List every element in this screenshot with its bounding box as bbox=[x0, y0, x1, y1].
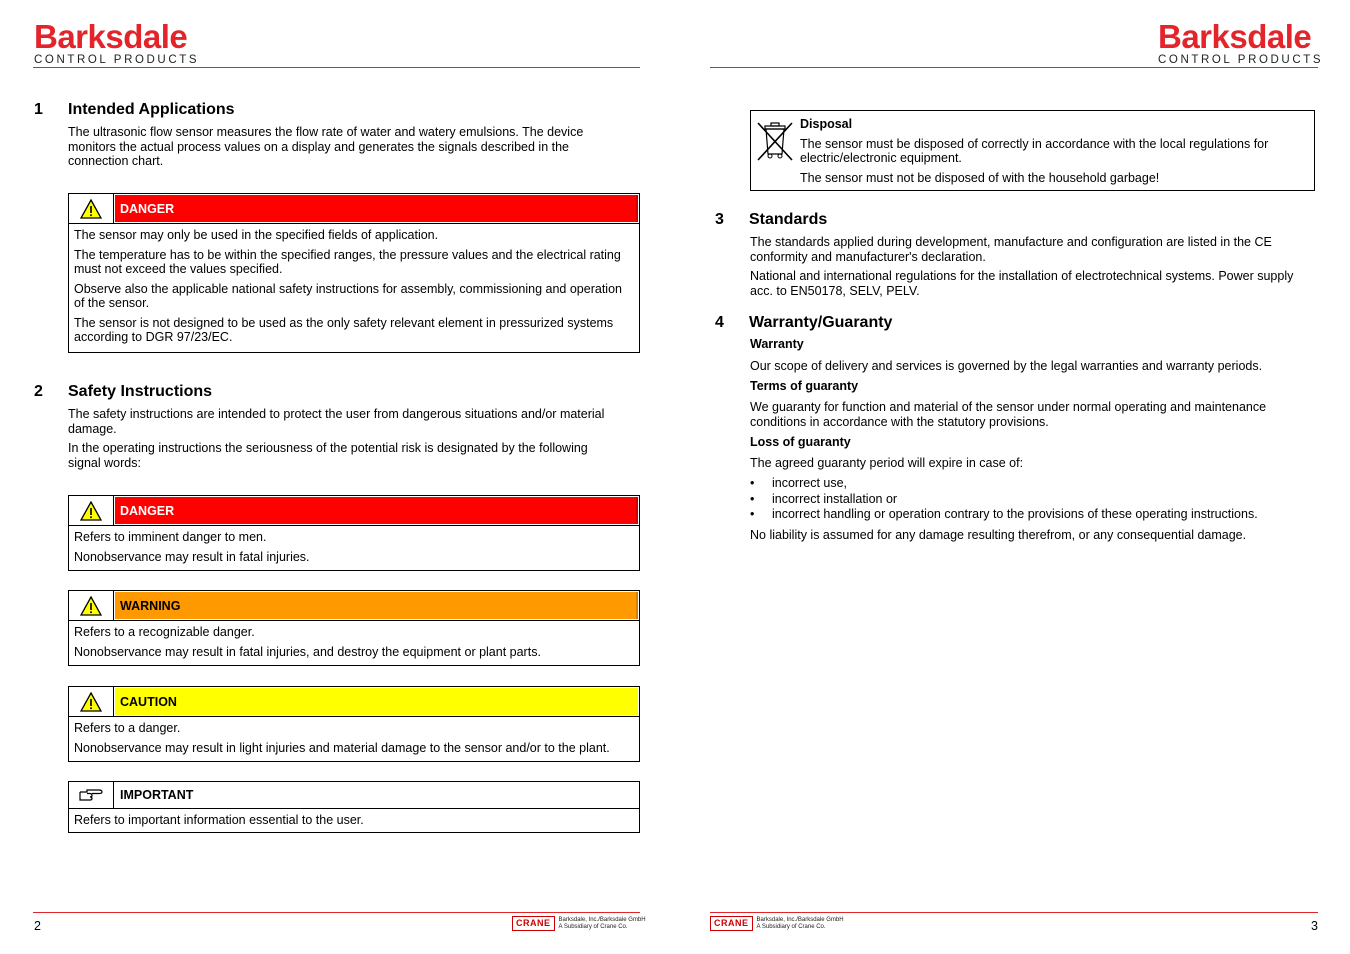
page-number: 2 bbox=[34, 919, 41, 933]
disposal-title: Disposal bbox=[800, 117, 853, 131]
notice-line: Nonobservance may result in light injuries and material damage to the sensor and/or to the plant. bbox=[74, 740, 610, 755]
section-3-text-1: The standards applied during development, manufacture and configuration are listed in the CE conformity and manufacturer's declaration. bbox=[750, 235, 1272, 264]
warning-triangle-icon bbox=[69, 687, 114, 716]
notice-line: Refers to a danger. bbox=[74, 721, 181, 735]
section-1-text: The ultrasonic flow sensor measures the flow rate of water and watery emulsions. The device monitors the actual process values on a display and generates the signals described in the connection chart. bbox=[68, 125, 584, 168]
important-definition-box bbox=[68, 781, 640, 833]
company-info bbox=[559, 917, 646, 931]
notice-line: Nonobservance may result in fatal injuries. bbox=[74, 549, 310, 564]
company-line: A Subsidiary of Crane Co. bbox=[756, 923, 826, 930]
section-2-text-1: The safety instructions are intended to protect the user from dangerous situations and/or material damage. bbox=[68, 407, 605, 436]
warning-triangle-icon bbox=[69, 496, 114, 525]
notice-line: The temperature has to be within the specified ranges, the pressure values and the electrical rating must not exceed the values specified. bbox=[74, 247, 621, 276]
page-number: 3 bbox=[1311, 919, 1318, 933]
section-number: 4 bbox=[715, 314, 724, 331]
disposal-notice-box bbox=[750, 110, 1315, 191]
pointing-hand-icon bbox=[69, 782, 114, 808]
notice-body bbox=[69, 224, 639, 349]
notice-header bbox=[69, 687, 639, 717]
caution-label: CAUTION bbox=[115, 688, 638, 715]
danger-notice-box bbox=[68, 193, 640, 353]
section-title: Warranty/Guaranty bbox=[749, 314, 893, 331]
footer-divider bbox=[710, 912, 1318, 913]
barksdale-logo bbox=[1158, 20, 1323, 66]
loss-text: The agreed guaranty period will expire in case of: bbox=[750, 456, 1024, 470]
disposal-line: The sensor must not be disposed of with the household garbage! bbox=[800, 170, 1160, 185]
danger-label: DANGER bbox=[115, 195, 638, 222]
notice-body bbox=[69, 809, 639, 832]
section-title: Standards bbox=[749, 211, 828, 228]
notice-body bbox=[69, 526, 639, 568]
notice-header bbox=[69, 194, 639, 224]
liability-text: No liability is assumed for any damage resulting therefrom, or any consequential damage. bbox=[750, 528, 1247, 542]
company-info bbox=[757, 917, 844, 931]
right-page bbox=[675, 0, 1350, 954]
notice-line: Nonobservance may result in fatal injuries, and destroy the equipment or plant parts. bbox=[74, 644, 541, 659]
danger-label: DANGER bbox=[115, 497, 638, 524]
notice-line: Refers to imminent danger to men. bbox=[74, 530, 267, 544]
section-2-text-2: In the operating instructions the seriousness of the potential risk is designated by the following signal words: bbox=[68, 441, 588, 470]
crane-footer bbox=[512, 916, 646, 931]
crane-logo: CRANE bbox=[512, 916, 555, 931]
warning-definition-box bbox=[68, 590, 640, 666]
notice-line: The sensor is not designed to be used as the only safety relevant element in pressurized systems according to DGR 97/23/EC. bbox=[74, 315, 614, 344]
header-divider bbox=[710, 67, 1318, 68]
section-number: 1 bbox=[34, 101, 43, 118]
header-divider bbox=[33, 67, 640, 68]
section-number: 3 bbox=[715, 211, 724, 228]
notice-body bbox=[69, 717, 639, 759]
brand-tagline: CONTROL PRODUCTS bbox=[1158, 54, 1324, 66]
terms-text: We guaranty for function and material of the sensor under normal operating and maintenance conditions in accordance with the statutory provisions. bbox=[750, 400, 1267, 429]
notice-header bbox=[69, 591, 639, 621]
list-item: • incorrect use, bbox=[750, 476, 848, 490]
important-label: IMPORTANT bbox=[120, 788, 194, 802]
crane-logo: CRANE bbox=[710, 916, 753, 931]
warranty-text: Our scope of delivery and services is governed by the legal warranties and warranty periods. bbox=[750, 359, 1263, 373]
loss-subheading: Loss of guaranty bbox=[750, 435, 851, 449]
company-line: A Subsidiary of Crane Co. bbox=[558, 923, 628, 930]
notice-line: Refers to important information essential to the user. bbox=[74, 813, 364, 827]
brand-name: Barksdale bbox=[1158, 18, 1312, 55]
brand-tagline: CONTROL PRODUCTS bbox=[34, 54, 200, 66]
list-item: • incorrect installation or bbox=[750, 491, 898, 506]
section-title: Safety Instructions bbox=[68, 383, 213, 400]
terms-subheading: Terms of guaranty bbox=[750, 379, 859, 393]
company-line: Barksdale, Inc./Barksdale GmbH bbox=[756, 916, 844, 923]
section-4-heading bbox=[715, 314, 892, 332]
crane-footer bbox=[710, 916, 844, 931]
barksdale-logo bbox=[34, 20, 199, 66]
notice-body bbox=[69, 621, 639, 663]
footer-divider bbox=[33, 912, 640, 913]
disposal-line: The sensor must be disposed of correctly in accordance with the local regulations for electric/electronic equipment. bbox=[800, 136, 1269, 165]
notice-line: Observe also the applicable national safety instructions for assembly, commissioning and operation of the sensor. bbox=[74, 281, 622, 310]
notice-line: The sensor may only be used in the specified fields of application. bbox=[74, 228, 439, 242]
warranty-subheading: Warranty bbox=[750, 337, 804, 351]
notice-header bbox=[69, 782, 639, 809]
section-1-heading bbox=[34, 101, 235, 119]
notice-header bbox=[69, 496, 639, 526]
warning-triangle-icon bbox=[69, 194, 114, 223]
section-3-heading bbox=[715, 211, 827, 229]
loss-conditions-list bbox=[750, 476, 1315, 523]
danger-definition-box bbox=[68, 495, 640, 571]
section-number: 2 bbox=[34, 383, 43, 400]
notice-line: Refers to a recognizable danger. bbox=[74, 625, 255, 639]
crossed-bin-icon bbox=[756, 120, 794, 167]
section-3-text-2: National and international regulations for the installation of electrotechnical systems. Power supply acc. to EN50178, SELV, PELV. bbox=[750, 269, 1294, 298]
warning-triangle-icon bbox=[69, 591, 114, 620]
company-line: Barksdale, Inc./Barksdale GmbH bbox=[558, 916, 646, 923]
section-2-heading bbox=[34, 383, 212, 401]
warning-label: WARNING bbox=[115, 592, 638, 619]
caution-definition-box bbox=[68, 686, 640, 762]
section-title: Intended Applications bbox=[68, 101, 235, 118]
list-item: • incorrect handling or operation contrary to the provisions of these operating instructions. bbox=[750, 507, 1258, 521]
disposal-content bbox=[800, 117, 1305, 185]
brand-name: Barksdale bbox=[34, 18, 188, 55]
